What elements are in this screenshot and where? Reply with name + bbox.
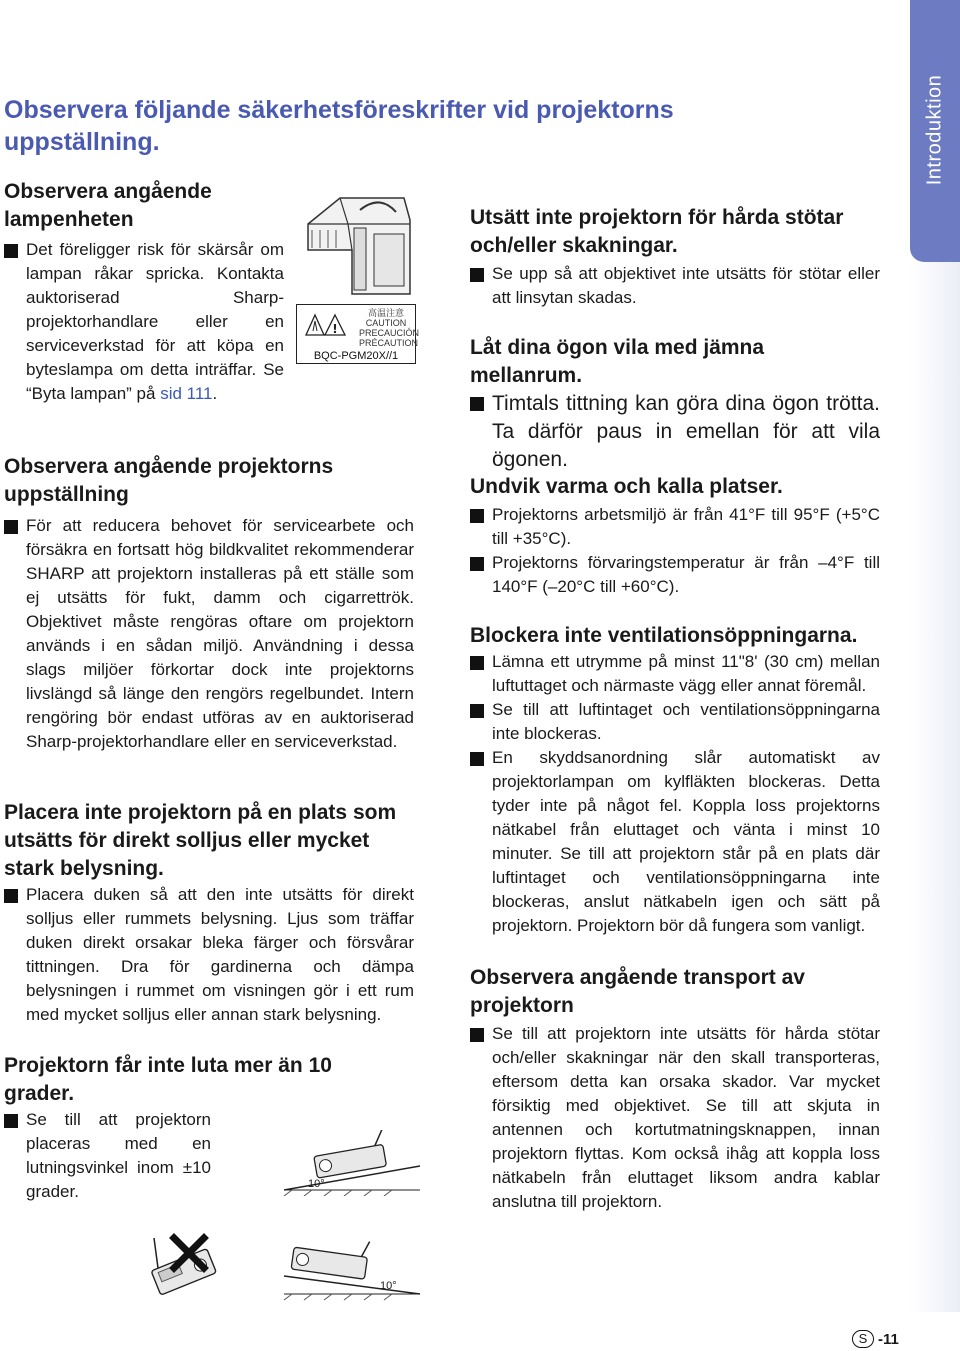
lamp-warning-label xyxy=(296,304,420,364)
setup-section xyxy=(4,453,414,754)
lamp-page-link[interactable]: sid 111 xyxy=(160,384,213,403)
page-title: Observera följande säkerhetsföreskrifter vid projektorns uppställning. xyxy=(4,96,674,156)
warning-triangle-icon xyxy=(305,313,351,339)
sunlight-section xyxy=(4,799,414,1027)
lamp-model-code: BQC-PGM20X//1 xyxy=(313,350,399,362)
eyes-item: Timtals tittning kan göra dina ögon trötta. Ta därför paus in emellan för att vila ögonen. xyxy=(470,390,880,474)
lamp-section xyxy=(4,178,284,406)
eyes-section xyxy=(470,334,880,474)
tilt-item: Se till att projektorn placeras med en lutningsvinkel inom ±10 grader. xyxy=(4,1108,211,1204)
transport-item: Se till att projektorn inte utsätts för hårda stötar och/eller skakningar när den skall transporteras, eftersom detta kan orsaka skador. Var mycket försiktig med objektivet. Se till att skjuta in antennen och kortutmatningsknappen, innan projektorn flyttas. Kom också ihåg att koppla loss nätkabeln från eluttaget liksom andra kablar anslutna till projektorn. xyxy=(470,1022,880,1214)
temperature-item-operating: Projektorns arbetsmiljö är från 41°F till 95°F (+5°C till +35°C). xyxy=(470,503,880,551)
ventilation-item-intake: Se till att luftintaget och ventilationsöppningarna inte blockeras. xyxy=(470,698,880,746)
temperature-section xyxy=(470,473,880,599)
page-number-text: -11 xyxy=(878,1330,899,1348)
sunlight-heading: Placera inte projektorn på en plats som utsätts för direkt solljus eller mycket stark belysning. xyxy=(4,801,397,880)
ventilation-heading: Blockera inte ventilationsöppningarna. xyxy=(470,624,858,647)
caution-en: CAUTION xyxy=(365,318,407,328)
caution-es: PRECAUCIÓN xyxy=(359,328,420,338)
ventilation-item-clearance: Lämna ett utrymme på minst 11"8' (30 cm) mellan luftuttaget och närmaste vägg eller annat föremål. xyxy=(470,650,880,698)
eyes-heading: Låt dina ögon vila med jämna mellanrum. xyxy=(470,336,765,387)
shock-item: Se upp så att objektivet inte utsätts för stötar eller att linsytan skadas. xyxy=(470,262,880,310)
tilt-down-illustration xyxy=(282,1236,422,1302)
lamp-heading: Observera angående lampenheten xyxy=(4,180,212,231)
caution-fr: PRÉCAUTION xyxy=(359,338,419,348)
page-number xyxy=(852,1330,899,1348)
page-prefix-badge: S xyxy=(852,1330,874,1348)
setup-item: För att reducera behovet för servicearbete och försäkra en fortsatt hög bildkvalitet rekommenderar SHARP att projektorn installeras på ett ställe som ej utsätts för fukt, damm och cigarrettrök. Objektivet måste rengöras oftare om projektorn används i en sådan miljö. Användning i dessa slags miljöer förkortar dock inte projektorns livslängd så länge den rengörs regelbundet. Intern rengöring bör endast utföras av en auktoriserad Sharp-projektorhandlare eller en serviceverkstad. xyxy=(4,514,414,754)
side-strip xyxy=(910,262,960,1312)
caution-jp: 高温注意 xyxy=(367,308,404,318)
transport-section xyxy=(470,964,880,1214)
tilt-heading: Projektorn får inte luta mer än 10 grader. xyxy=(4,1054,332,1105)
tilt-down-angle-label: 10° xyxy=(380,1280,397,1292)
transport-heading: Observera angående transport av projektorn xyxy=(470,966,805,1017)
tilt-up-illustration xyxy=(282,1130,422,1196)
temperature-item-storage: Projektorns förvaringstemperatur är från –4°F till 140°F (–20°C till +60°C). xyxy=(470,551,880,599)
ventilation-section xyxy=(470,622,880,938)
shock-section xyxy=(470,204,880,310)
svg-text:!: ! xyxy=(332,322,338,336)
cross-icon xyxy=(168,1232,210,1274)
ventilation-item-protection: En skyddsanordning slår automatiskt av projektorlampan om kylfläkten blockeras. Detta tyder inte på något fel. Koppla loss projektorns nätkabel från eluttaget och vänta i minst 10 minuter. Se till att projektorn står på en plats där luftintaget och ventilationsöppningarna inte blockeras, anslut nätkabeln igen och sätt på projektorn. Projektorn bör då fungera som vanligt. xyxy=(470,746,880,938)
lamp-text-end: . xyxy=(212,384,218,403)
setup-heading: Observera angående projektorns uppställning xyxy=(4,455,334,506)
sunlight-item: Placera duken så att den inte utsätts för direkt solljus eller rummets belysning. Ljus som träffar duken direkt orsakar bleka färger och försvårar tittningen. Dra för gardinerna och dämpa belysningen i rummet om visningen gör i ett rum med mycket solljus eller annan stark belysning. xyxy=(4,883,414,1027)
lamp-item xyxy=(4,238,284,406)
caution-texts xyxy=(359,308,420,348)
lamp-text: Det föreligger risk för skärsår om lampan råkar spricka. Kontakta auktoriserad Sharp-projektorhandlare eller en serviceverkstad för att köpa en byteslampa om detta inträffar. Se “Byta lampan” på xyxy=(26,240,284,403)
temperature-heading: Undvik varma och kalla platser. xyxy=(470,475,783,498)
shock-heading: Utsätt inte projektorn för hårda stötar och/eller skakningar. xyxy=(470,206,844,257)
section-tab-label: Introduktion xyxy=(923,74,946,186)
lamp-unit-illustration xyxy=(300,190,418,304)
tilt-up-angle-label: 10° xyxy=(308,1178,325,1190)
